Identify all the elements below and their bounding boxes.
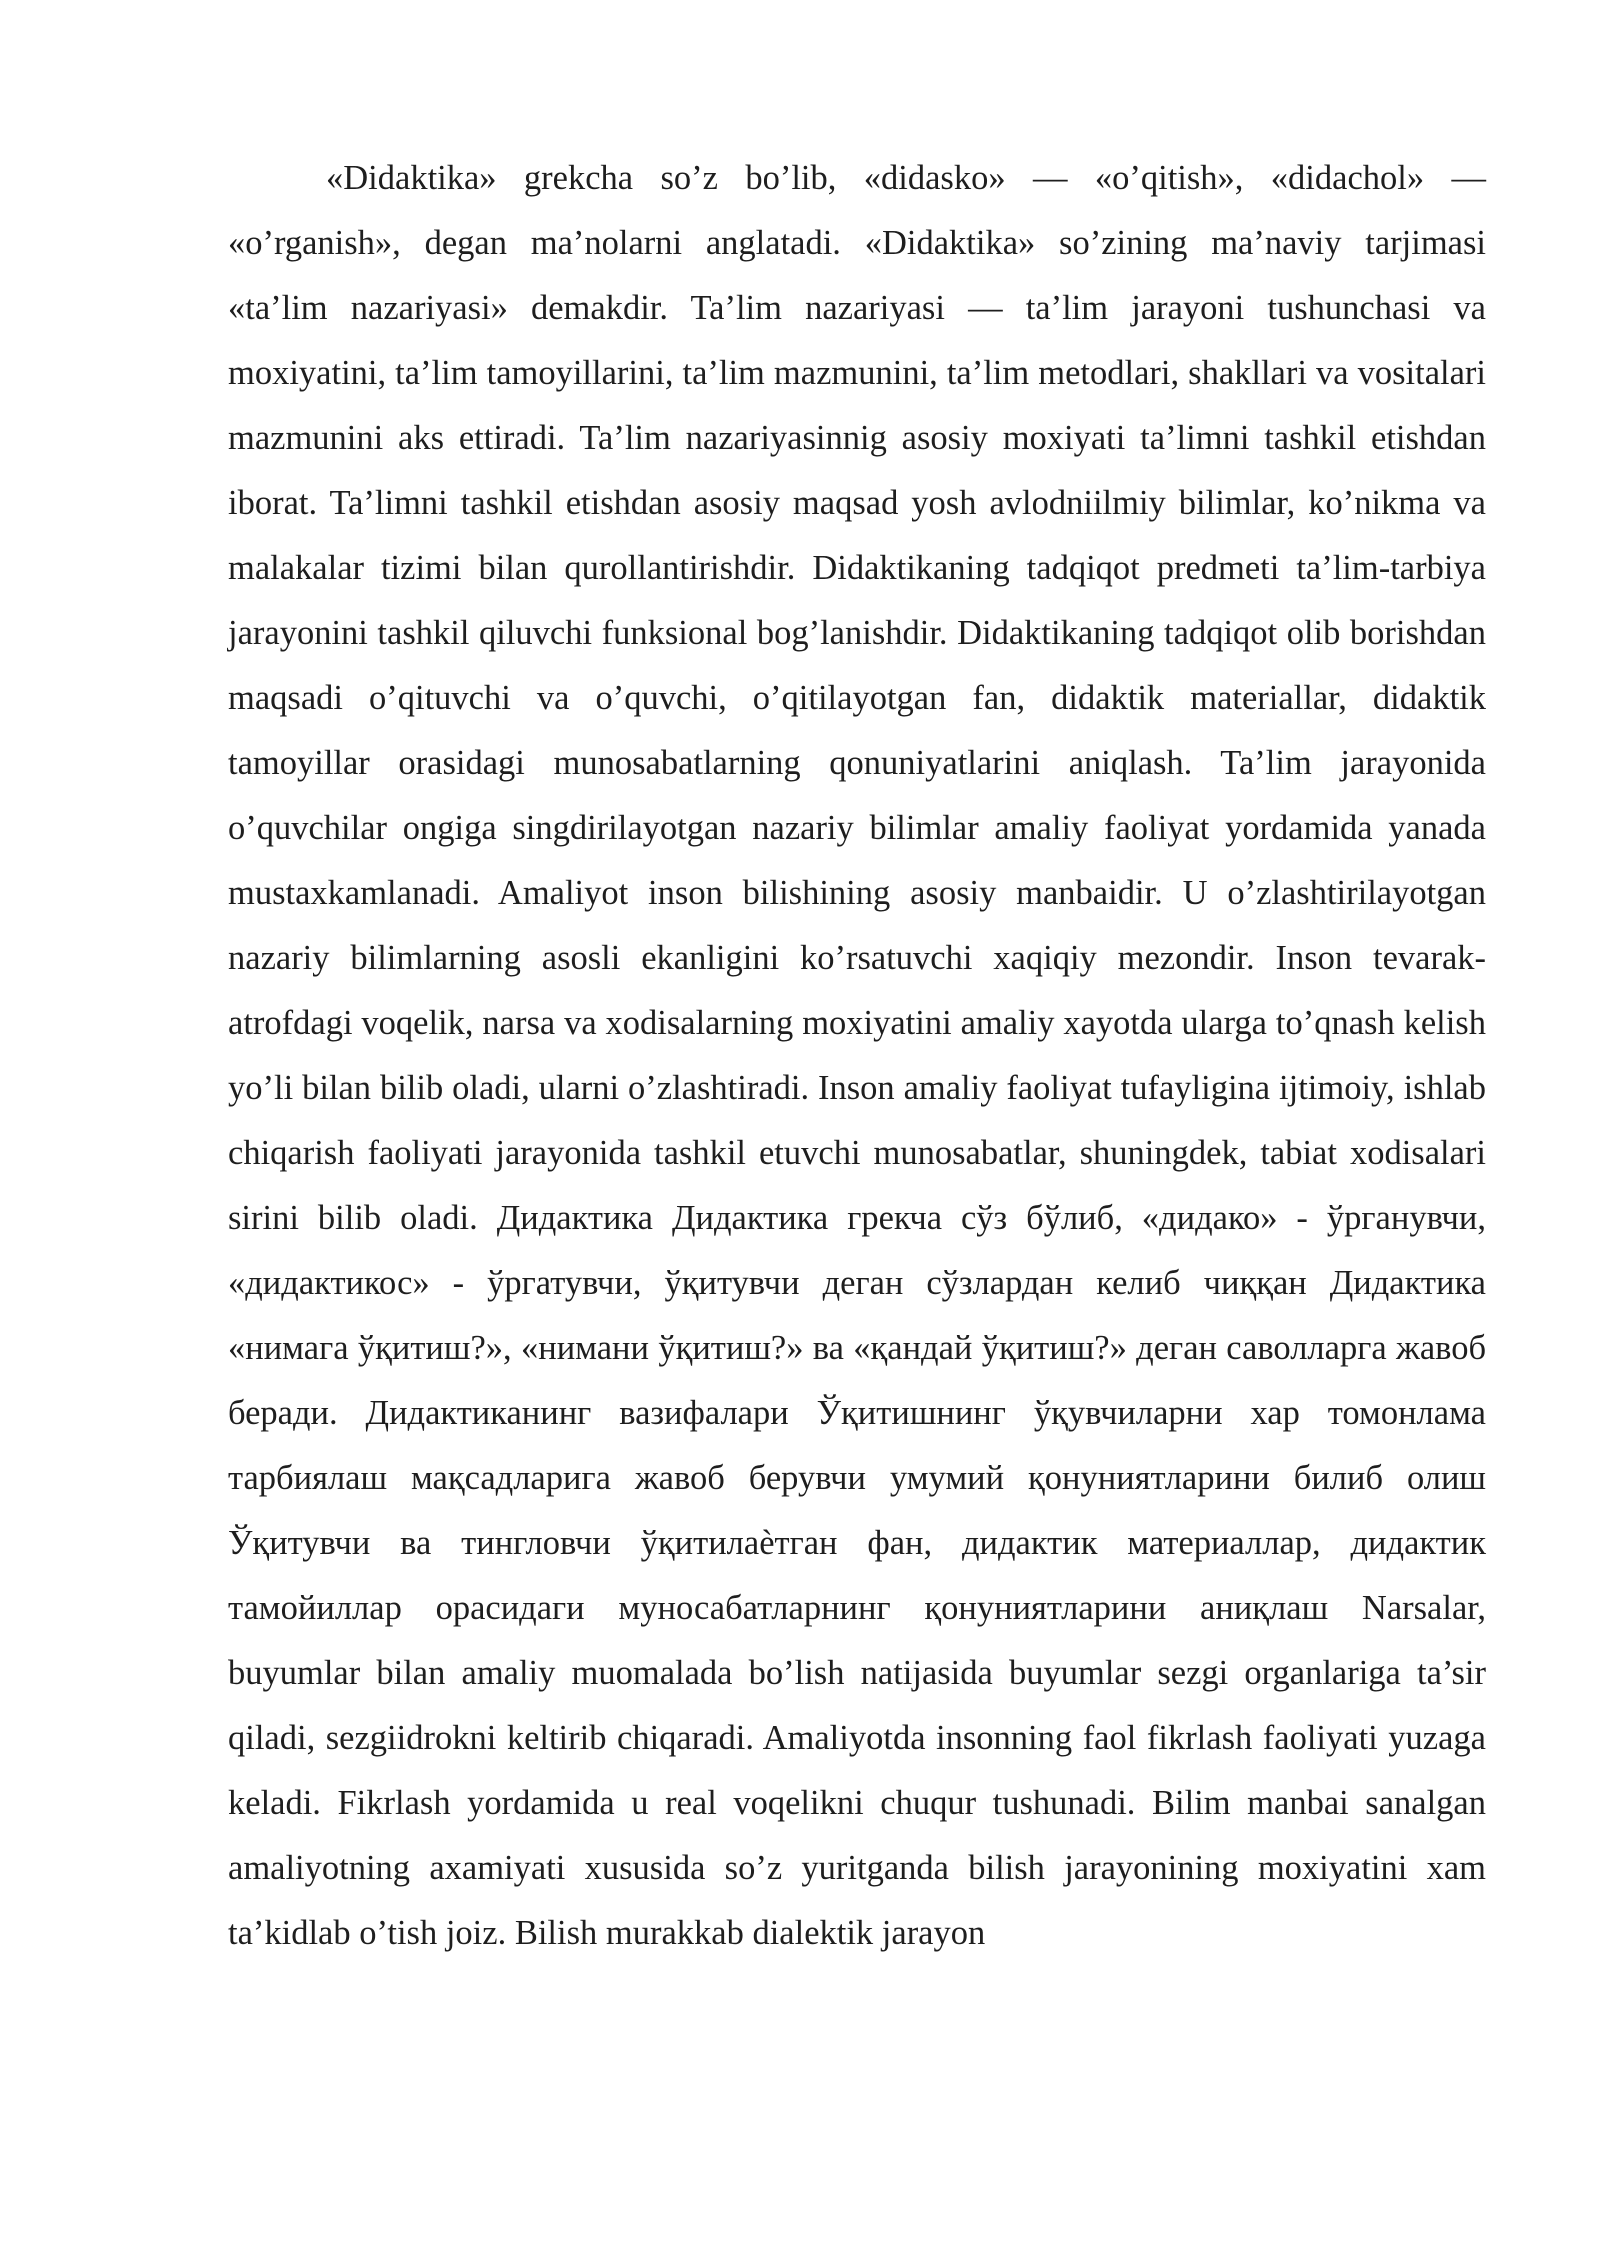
body-paragraph: «Didaktika» grekcha so’z bo’lib, «didasko» — «o’qitish», «didachol» — «o’rganish», degan ma’nolarni anglatadi. «Didaktika» so’zining ma’naviy tarjimasi «ta’lim nazariyasi» demakdir. Ta’lim nazariyasi — ta’lim jarayoni tushunchasi va moxiyatini, ta’lim tamoyillarini, ta’lim mazmunini, ta’lim metodlari, shakllari va vositalari mazmunini aks ettiradi. Ta’lim nazariyasinnig asosiy moxiyati ta’limni tashkil etishdan iborat. Ta’limni tashkil etishdan asosiy maqsad yosh avlodniilmiy bilimlar, ko’nikma va malakalar tizimi bilan qurollantirishdir. Didaktikaning tadqiqot predmeti ta’lim-tarbiya jarayonini tashkil qiluvchi funksional bog’lanishdir. Didaktikaning tadqiqot olib borishdan maqsadi o’qituvchi va o’quvchi, o’qitilayotgan fan, didaktik materiallar, didaktik tamoyillar orasidagi munosabatlarning qonuniyatlarini aniqlash. Ta’lim jarayonida o’quvchilar ongiga singdirilayotgan nazariy bilimlar amaliy faoliyat yordamida yanada mustaxkamlanadi. Amaliyot inson bilishining asosiy manbaidir. U o’zlashtirilayotgan nazariy bilimlarning asosli ekanligini ko’rsatuvchi xaqiqiy mezondir. Inson tevarak-atrofdagi voqelik, narsa va xodisalarning moxiyatini amaliy xayotda ularga to’qnash kelish yo’li bilan bilib oladi, ularni o’zlashtiradi. Inson amaliy faoliyat tufayligina ijtimoiy, ishlab chiqarish faoliyati jarayonida tashkil etuvchi munosabatlar, shuningdek, tabiat xodisalari sirini bilib oladi. Дидактика Дидактика грекча сўз бўлиб, «дидако» - ўрганувчи, «дидактикос» - ўргатувчи, ўқитувчи деган сўзлардан келиб чиққан Дидактика «нимага ўқитиш?», «нимани ўқитиш?» ва «қандай ўқитиш?» деган саволларга жавоб беради. Дидактиканинг вазифалари Ўқитишнинг ўқувчиларни хар томонлама тарбиялаш мақсадларига жавоб берувчи умумий қонуниятларини билиб олиш Ўқитувчи ва тингловчи ўқитилаѐтган фан, дидактик материаллар, дидактик тамойиллар орасидаги муносабатларнинг қонуниятларини аниқлаш Narsalar, buyumlar bilan amaliy muomalada bo’lish natijasida buyumlar sezgi organlariga ta’sir qiladi, sezgiidrokni keltirib chiqaradi. Amaliyotda insonning faol fikrlash faoliyati yuzaga keladi. Fikrlash yordamida u real voqelikni chuqur tushunadi. Bilim manbai sanalgan amaliyotning axamiyati xususida so’z yuritganda bilish jarayonining moxiyatini xam ta’kidlab o’tish joiz. Bilish murakkab dialektik jarayon [228, 159, 1486, 1952]
